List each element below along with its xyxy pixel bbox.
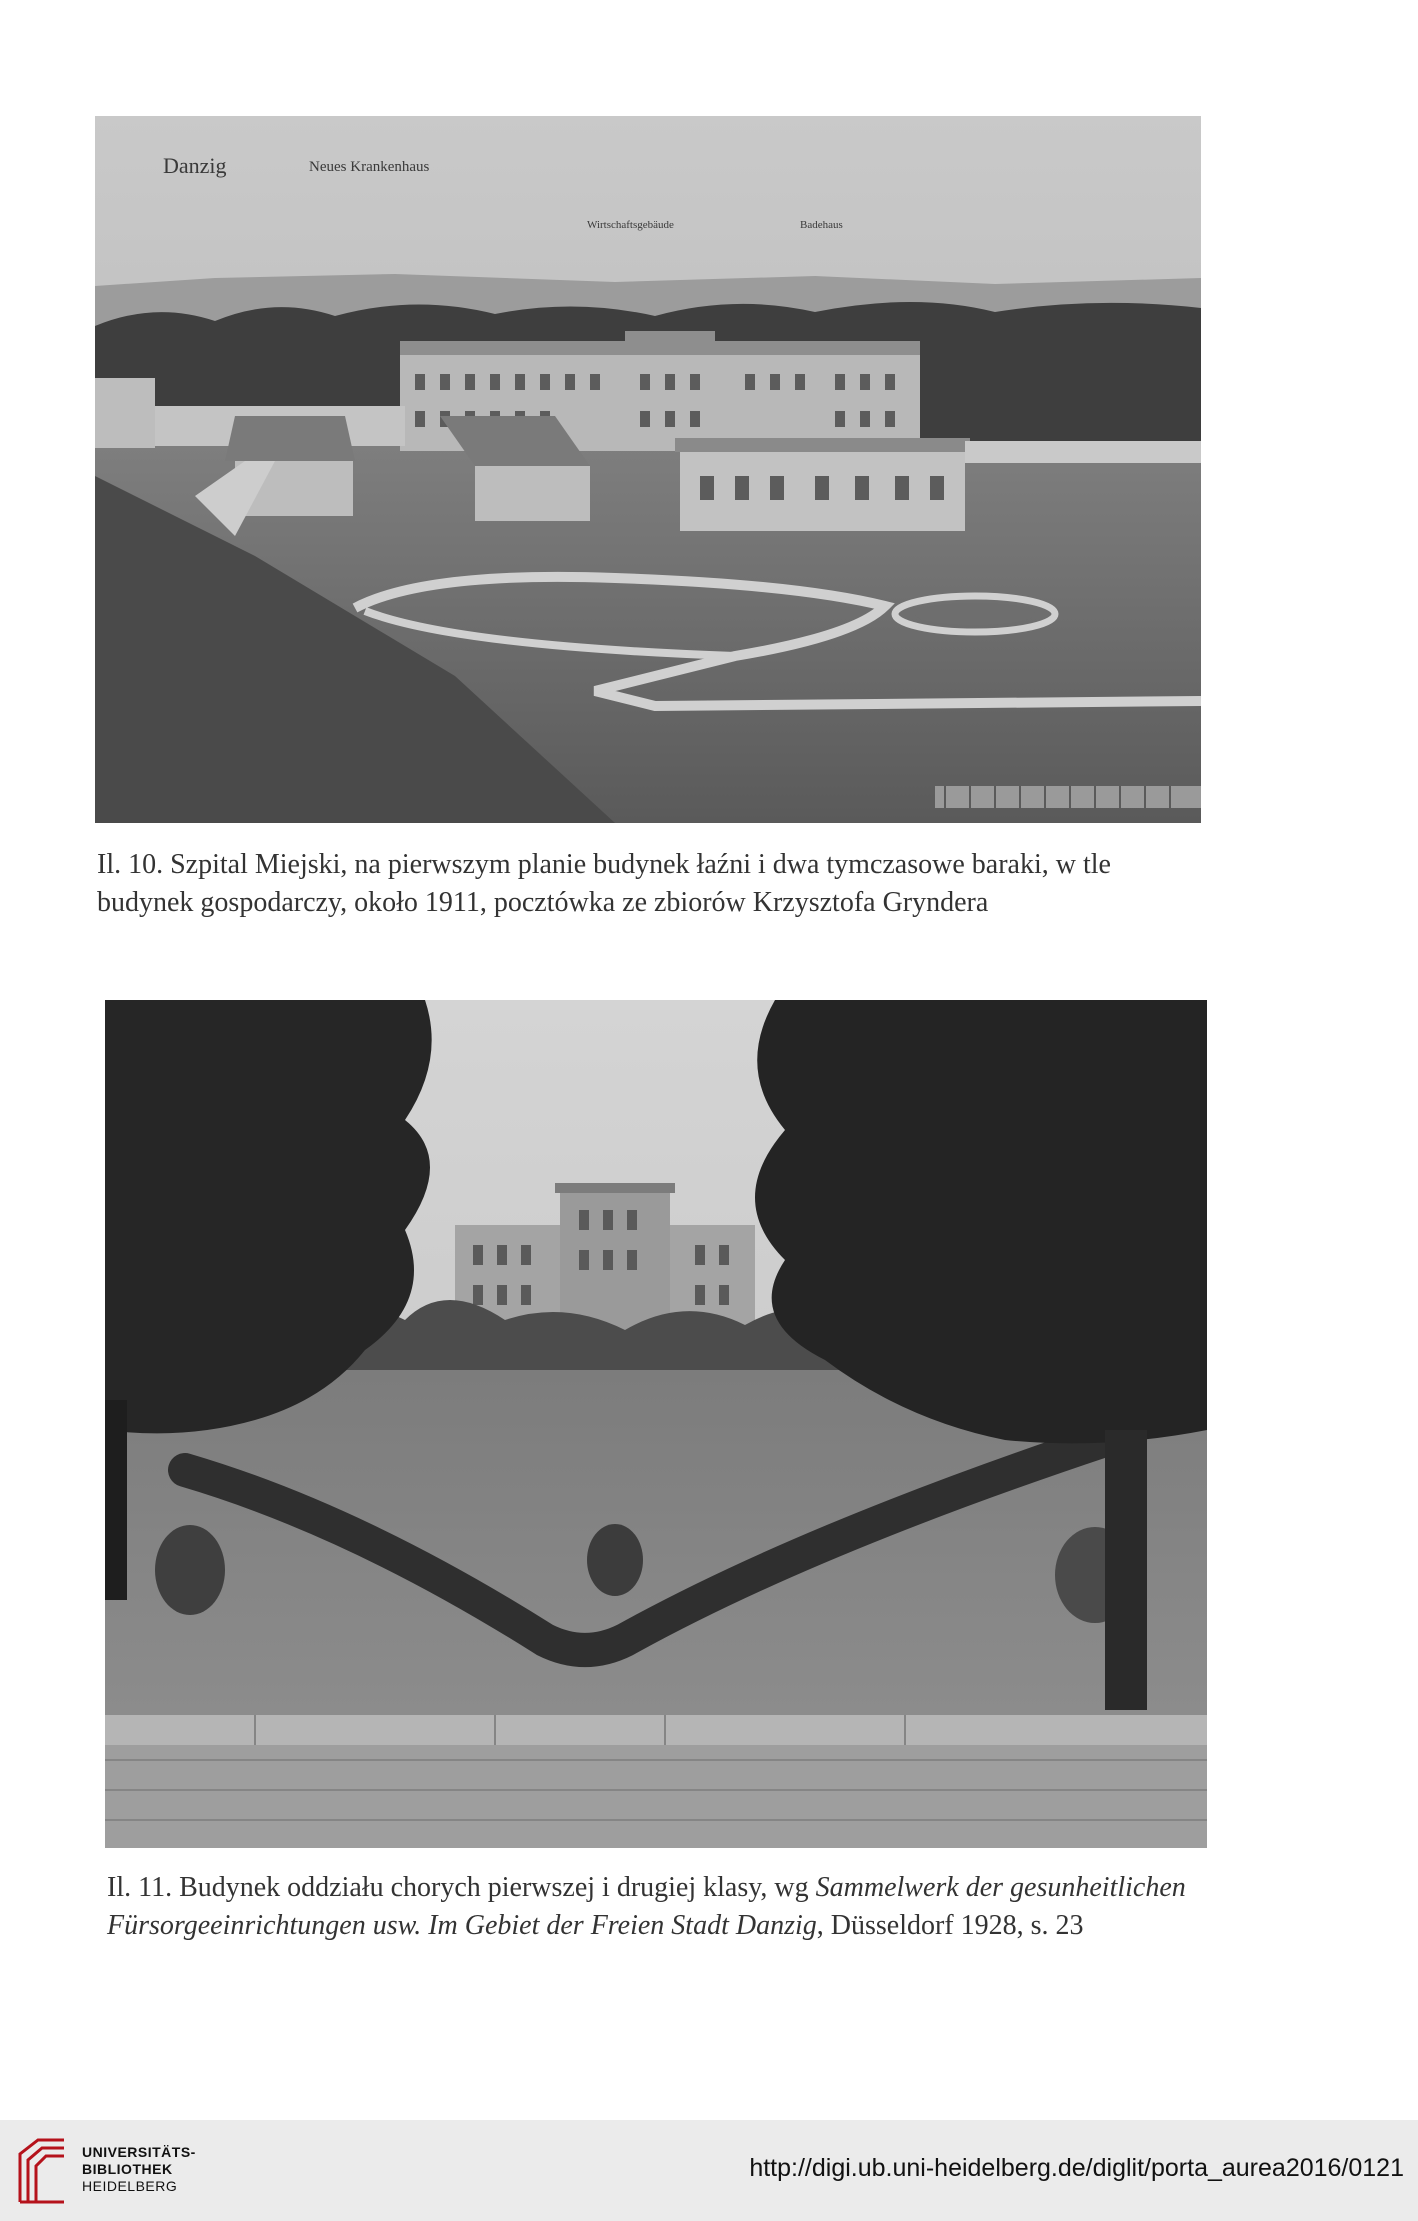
- postcard-subtitle: Neues Krankenhaus: [309, 159, 430, 175]
- figure-caption-10: Il. 10. Szpital Miejski, na pierwszym planie budynek łaźni i dwa tymczasowe baraki, w tle budynek gospodarczy, około 1911, pocztówka ze zbiorów Krzysztofa Gryndera: [97, 849, 1111, 918]
- caption-11-start: Il. 11. Budynek oddziału chorych pierwszej i drugiej klasy, wg: [107, 1872, 816, 1903]
- postcard-title: Danzig: [163, 153, 227, 178]
- building-photo: [105, 1000, 1207, 1848]
- caption-11-end: , Düsseldorf 1928, s. 23: [816, 1910, 1084, 1941]
- postcard-label-right: Badehaus: [800, 219, 843, 231]
- source-url[interactable]: http://digi.ub.uni-heidelberg.de/diglit/porta_aurea2016/0121: [749, 2154, 1404, 2182]
- postcard-photo: [95, 116, 1201, 823]
- library-name: [82, 2144, 196, 2195]
- figure-caption-11: [107, 1869, 1217, 1945]
- caption-11-title: Sammelwerk der gesunheitlichen Fürsorgeeinrichtungen usw. Im Gebiet der Freien Stadt Danzig: [107, 1872, 1186, 1941]
- postcard-label-left: Wirtschaftsgebäude: [587, 219, 674, 231]
- library-name-line-3: HEIDELBERG: [82, 2178, 178, 2194]
- library-name-line-2: BIBLIOTHEK: [82, 2161, 173, 2177]
- postcard-photo-drawing: [95, 116, 1201, 823]
- building-photo-drawing: [105, 1000, 1207, 1848]
- library-footer: [0, 2120, 1418, 2221]
- library-name-line-1: UNIVERSITÄTS-: [82, 2144, 196, 2160]
- library-logo-icon: [14, 2136, 70, 2206]
